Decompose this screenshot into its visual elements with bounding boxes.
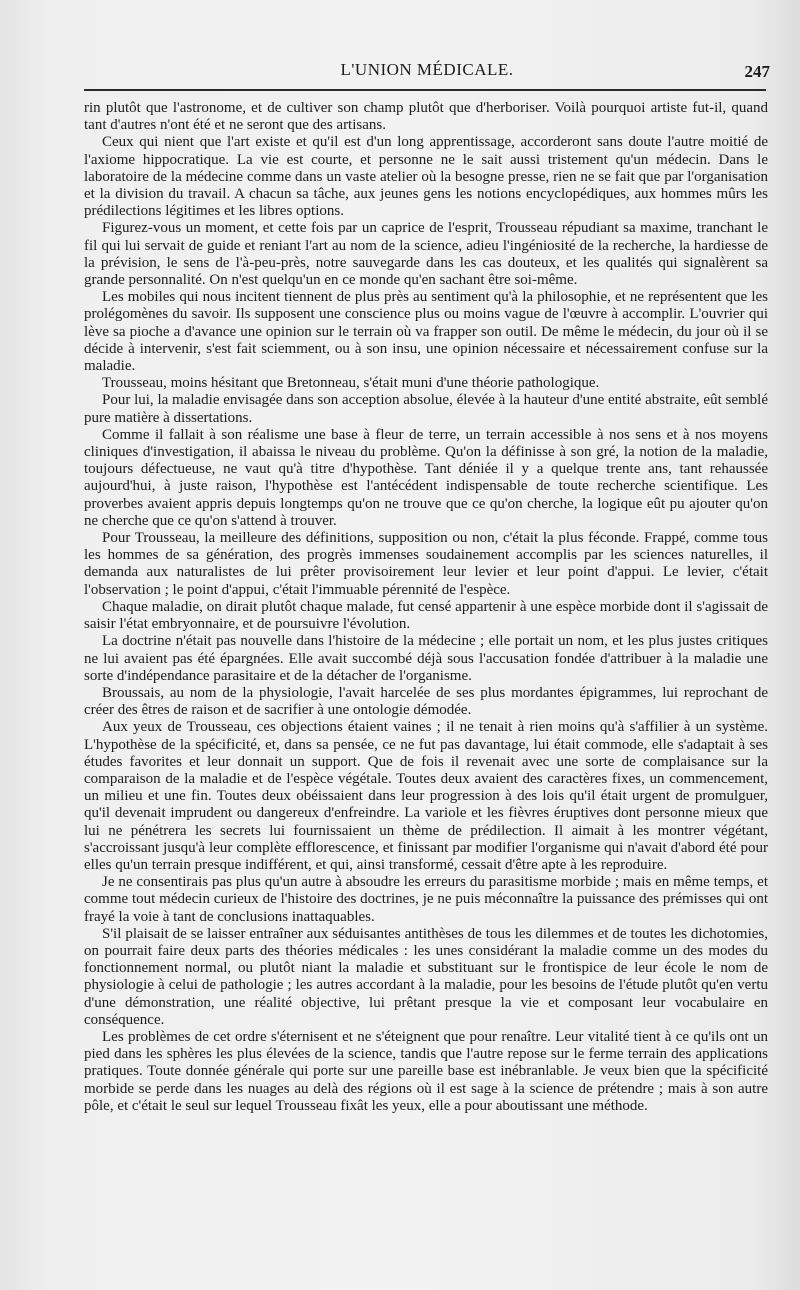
paragraph: Figurez-vous un moment, et cette fois par un caprice de l'esprit, Trousseau répudiant sa maxime, tranchant le fil qui lui servait de guide et reniant l'art au nom de la science, adieu l'ingéniosité de la recherche, la hardiesse de la prévision, le sens de l'à-peu-près, notre sauvegarde dans les cas douteux, et les qualités qui signalèrent sa grande personnalité. On n'est quelqu'un en ce monde qu'en sachant être soi-même. (84, 220, 768, 289)
article-body (84, 100, 768, 1115)
paragraph: Les problèmes de cet ordre s'éternisent et ne s'éteignent que pour renaître. Leur vitalité tient à ce qu'ils ont un pied dans les sphères les plus élevées de la science, tandis que l'autre repose sur le ferme terrain des applications pratiques. Toute donnée générale qui porte sur une pareille base est inébranlable. Je veux bien que la spécificité morbide se perde dans les nuages au delà des régions où il est sage à la science de prétendre ; mais à son autre pôle, et c'était le seul sur lequel Trousseau fixât les yeux, elle a pour aboutissant une méthode. (84, 1028, 768, 1114)
paragraph: S'il plaisait de se laisser entraîner aux séduisantes antithèses de tous les dilemmes et de toutes les dichotomies, on pourrait faire deux parts des théories médicales : les unes considérant la maladie comme un des modes du fonctionnement normal, ou plutôt niant la maladie et substituant sur le frontispice de leur école le nom de physiologie à celui de pathologie ; les autres accordant à la maladie, pour les besoins de l'étude plutôt qu'en vertu d'une démonstration, une réalité objective, lui prêtant presque la vie et composant leur vocabulaire en conséquence. (84, 925, 768, 1028)
paragraph: Aux yeux de Trousseau, ces objections étaient vaines ; il ne tenait à rien moins qu'à s'affilier à un système. L'hypothèse de la spécificité, et, dans sa pensée, ce ne fut pas davantage, lui était commode, elle s'adaptait à ses études favorites et leur donnait un support. Que de fois il revenait avec une sorte de complaisance sur la comparaison de la maladie et de l'espèce végétale. Toutes deux avaient des caractères fixes, un commencement, un milieu et une fin. Toutes deux obéissaient dans leur progression à des lois qu'il était urgent de promulguer, qu'il devenait imprudent ou dangereux d'enfreindre. La variole et les fièvres éruptives dont personne mieux que lui ne pénétrera les secrets lui fournissaient un thème de prédilection. Il aimait à les montrer végétant, s'accroissant jusqu'à leur complète efflorescence, et finissant par modifier l'organisme qui n'avait d'abord été pour elles qu'un terrain presque indifférent, et qui, ainsi transformé, cessait d'être apte à les reproduire. (84, 719, 768, 873)
running-title: L'UNION MÉDICALE. (340, 60, 514, 79)
paragraph: La doctrine n'était pas nouvelle dans l'histoire de la médecine ; elle portait un nom, et les plus justes critiques ne lui avaient pas été épargnées. Elle avait succombé déjà sous l'accusation fondée d'attribuer à la maladie une sorte d'indépendance parasitaire et de la détacher de l'organisme. (84, 633, 768, 684)
page-number: 247 (744, 62, 770, 81)
paragraph: Chaque maladie, on dirait plutôt chaque malade, fut censé appartenir à une espèce morbide dont il s'agissait de saisir l'état embryonnaire, et de poursuivre l'évolution. (84, 598, 768, 633)
paragraph: Broussais, au nom de la physiologie, l'avait harcelée de ses plus mordantes épigrammes, lui reprochant de créer des êtres de raison et de sacrifier à une ontologie démodée. (84, 684, 768, 719)
paragraph: Comme il fallait à son réalisme une base à fleur de terre, un terrain accessible à nos sens et à nos moyens cliniques d'investigation, il abaissa le niveau du problème. Qu'on la définisse à son gré, la notion de la maladie, toujours défectueuse, ne vaut qu'à titre d'hypothèse. Tant déniée il y a quelque trente ans, tant rehaussée aujourd'hui, à juste raison, l'hypothèse est l'antécédent indispensable de toute recherche scientifique. Les proverbes avaient appris depuis longtemps qu'on ne trouve que ce qu'on cherche, la logique eût pu ajouter qu'on ne cherche que ce qu'on s'attend à trouver. (84, 426, 768, 529)
paragraph: Pour lui, la maladie envisagée dans son acception absolue, élevée à la hauteur d'une entité abstraite, eût semblé pure matière à dissertations. (84, 392, 768, 426)
paragraph: Trousseau, moins hésitant que Bretonneau, s'était muni d'une théorie pathologique. (102, 375, 600, 392)
page-header (84, 60, 770, 90)
paragraph: Les mobiles qui nous incitent tiennent de plus près au sentiment qu'à la philosophie, et ne représentent que les prolégomènes du savoir. Ils supposent une conscience plus ou moins vague de l'œuvre à accomplir. L'ouvrier qui lève sa pioche a d'avance une opinion sur le terrain où va frapper son outil. De même le médecin, du jour où il se décide à intervenir, s'est fait sciemment, ou à son insu, une opinion nécessaire et nécessairement confuse sur la maladie. (84, 289, 768, 375)
paragraph: Je ne consentirais pas plus qu'un autre à absoudre les erreurs du parasitisme morbide ; mais en même temps, et comme tout médecin curieux de l'histoire des doctrines, je ne puis méconnaître la puissance des prémisses qui ont frayé la voie à tant de conclusions inattaquables. (84, 874, 768, 925)
paragraph: Ceux qui nient que l'art existe et qu'il est d'un long apprentissage, accorderont sans doute l'autre moitié de l'axiome hippocratique. La vie est courte, et personne ne le sait aussi tristement qu'un médecin. Dans le laboratoire de la médecine comme dans un vaste atelier où la besogne presse, rien ne se fait que par l'organisation et la division du travail. A chacun sa tâche, aux jeunes gens les notions encyclopédiques, aux hommes mûrs les prédilections légitimes et les libres options. (84, 134, 768, 220)
paragraph: Pour Trousseau, la meilleure des définitions, supposition ou non, c'était la plus féconde. Frappé, comme tous les hommes de sa génération, des progrès immenses soudainement accomplis par les sciences naturelles, il demanda aux naturalistes de lui prêter provisoirement leur levier et leur point d'appui. Le levier, c'était l'observation ; le point d'appui, c'était l'immuable pérennité de l'espèce. (84, 530, 768, 598)
paragraph: rin plutôt que l'astronome, et de cultiver son champ plutôt que d'herboriser. Voilà pourquoi artiste fut-il, quand tant d'autres n'ont été et ne seront que des artisans. (84, 100, 768, 134)
header-rule (84, 89, 766, 91)
